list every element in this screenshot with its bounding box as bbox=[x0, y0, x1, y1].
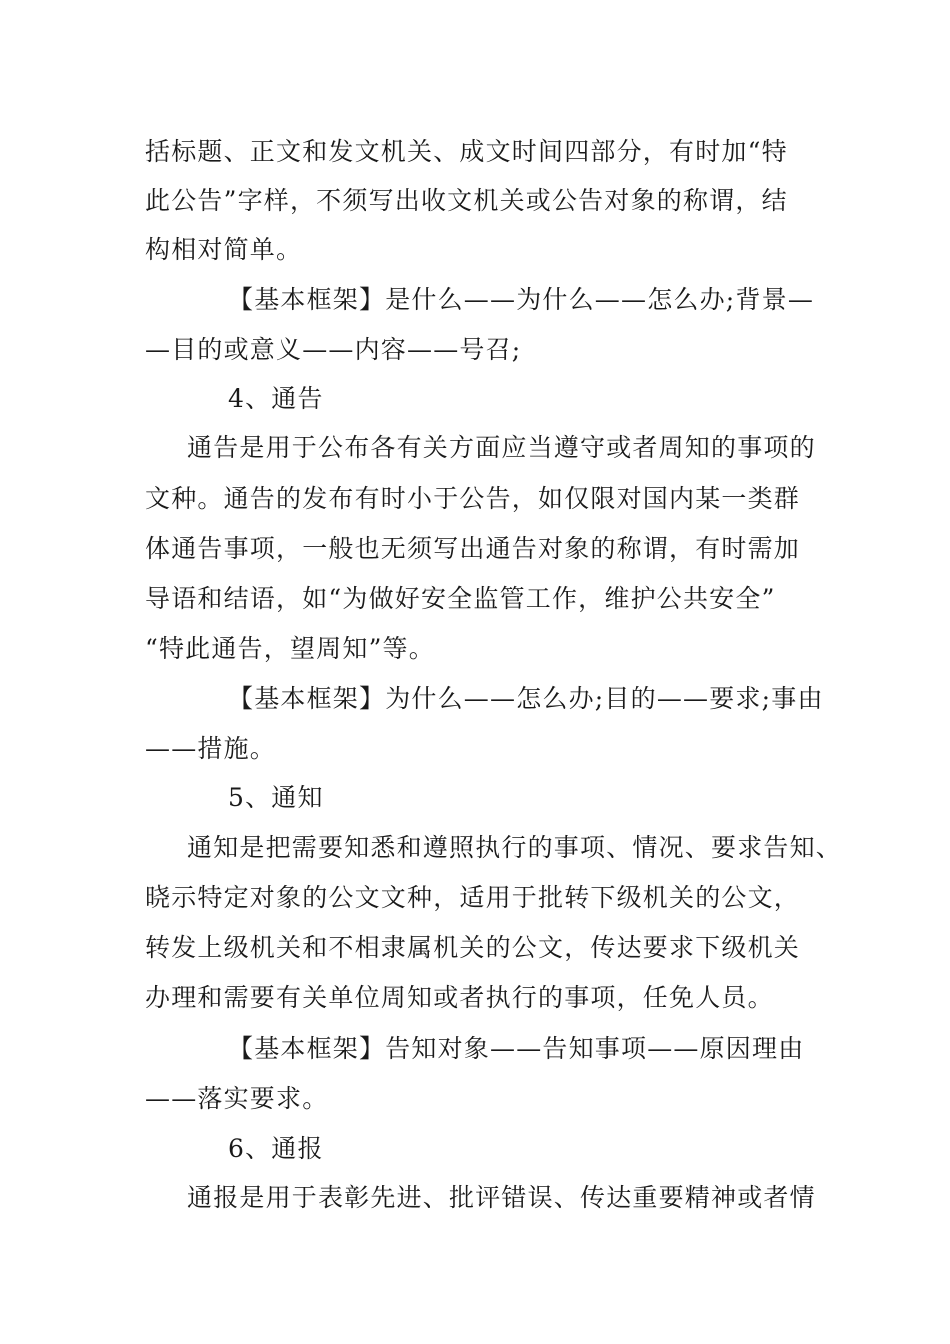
body-text-line: 转发上级机关和不相隶属机关的公文，传达要求下级机关 bbox=[145, 933, 801, 962]
body-text-line: 导语和结语，如“为做好安全监管工作，维护公共安全” bbox=[145, 584, 776, 613]
framework-line: ——落实要求。 bbox=[145, 1084, 329, 1113]
body-text-line: 构相对简单。 bbox=[145, 235, 303, 264]
framework-line: —目的或意义——内容——号召; bbox=[145, 335, 522, 364]
body-text-line: 通报是用于表彰先进、批评错误、传达重要精神或者情 bbox=[187, 1183, 816, 1212]
framework-line: 【基本框架】为什么——怎么办;目的——要求;事由 bbox=[228, 684, 824, 713]
framework-line: 【基本框架】告知对象——告知事项——原因理由 bbox=[228, 1034, 805, 1063]
section-heading: 4、通告 bbox=[228, 384, 324, 413]
framework-line: ——措施。 bbox=[145, 734, 277, 763]
body-text-line: “特此通告，望周知”等。 bbox=[145, 634, 435, 663]
body-text-line: 通告是用于公布各有关方面应当遵守或者周知的事项的 bbox=[187, 433, 816, 462]
body-text-line: 文种。通告的发布有时小于公告，如仅限对国内某一类群 bbox=[145, 484, 801, 513]
section-heading: 6、通报 bbox=[228, 1134, 324, 1163]
body-text-line: 晓示特定对象的公文文种，适用于批转下级机关的公文， bbox=[145, 883, 801, 912]
body-text-line: 体通告事项，一般也无须写出通告对象的称谓，有时需加 bbox=[145, 534, 801, 563]
section-heading: 5、通知 bbox=[228, 783, 324, 812]
body-text-line: 此公告”字样，不须写出收文机关或公告对象的称谓，结 bbox=[145, 186, 788, 215]
framework-line: 【基本框架】是什么——为什么——怎么办;背景— bbox=[228, 285, 815, 314]
body-text-line: 通知是把需要知悉和遵照执行的事项、情况、要求告知、 bbox=[187, 833, 843, 862]
body-text-line: 括标题、正文和发文机关、成文时间四部分，有时加“特 bbox=[145, 137, 788, 166]
body-text-line: 办理和需要有关单位周知或者执行的事项，任免人员。 bbox=[145, 983, 774, 1012]
